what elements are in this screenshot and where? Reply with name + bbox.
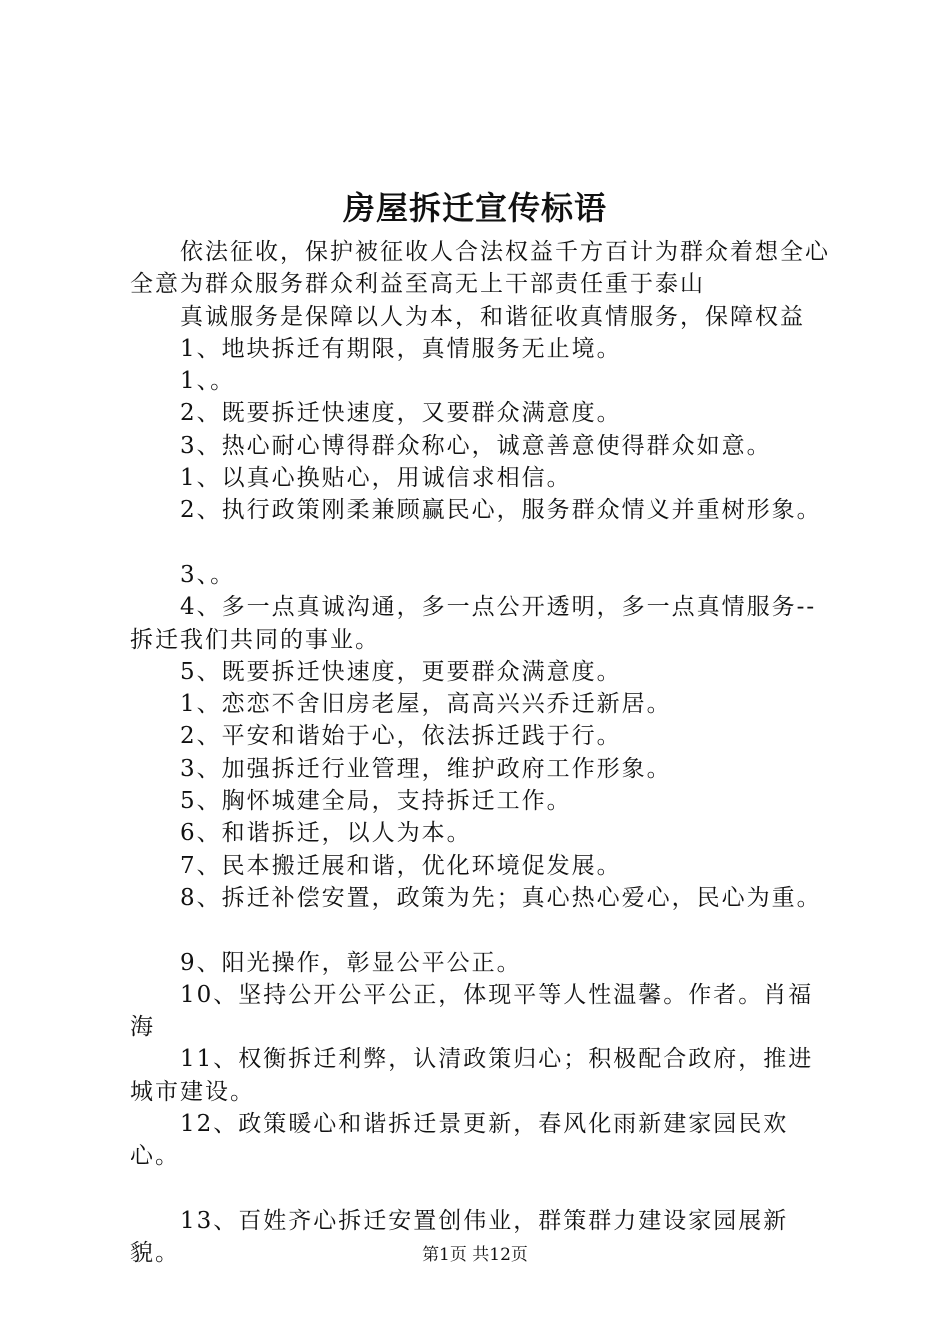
paragraph: 7、民本搬迁展和谐，优化环境促发展。 [180, 852, 622, 879]
paragraph: 1、以真心换贴心，用诚信求相信。 [180, 465, 572, 492]
paragraph: 依法征收，保护被征收人合法权益千方百计为群众着想全心全意为群众服务群众利益至高无上干部责任重于泰山 [130, 239, 830, 298]
document-title: 房屋拆迁宣传标语 [342, 189, 607, 227]
paragraph: 3、热心耐心博得群众称心，诚意善意使得群众如意。 [180, 432, 772, 459]
blank-line [130, 1173, 836, 1205]
paragraph: 5、胸怀城建全局，支持拆迁工作。 [180, 788, 572, 815]
paragraph: 13、百姓齐心拆迁安置创伟业，群策群力建设家园展新貌。 [130, 1207, 789, 1267]
paragraph: 3、加强拆迁行业管理，维护政府工作形象。 [180, 755, 672, 782]
paragraph: 3、。 [180, 561, 236, 588]
blank-line [130, 527, 836, 559]
paragraph: 2、既要拆迁快速度，又要群众满意度。 [180, 400, 622, 427]
paragraph: 12、政策暖心和谐拆迁景更新，春风化雨新建家园民欢心。 [130, 1111, 789, 1170]
paragraph: 真诚服务是保障以人为本，和谐征收真情服务，保障权益 [180, 303, 805, 330]
paragraph: 1、地块拆迁有期限，真情服务无止境。 [180, 335, 622, 362]
paragraph: 10、坚持公开公平公正，体现平等人性温馨。作者。肖福海 [130, 981, 814, 1041]
paragraph: 11、权衡拆迁利弊，认清政策归心；积极配合政府，推进城市建设。 [130, 1046, 814, 1105]
document-body [130, 236, 836, 1270]
paragraph: 4、多一点真诚沟通，多一点公开透明，多一点真情服务--拆迁我们共同的事业。 [130, 594, 817, 653]
paragraph: 5、既要拆迁快速度，更要群众满意度。 [180, 658, 622, 685]
paragraph: 1、。 [180, 368, 236, 395]
paragraph: 2、执行政策刚柔兼顾赢民心，服务群众情义并重树形象。 [180, 497, 822, 524]
paragraph: 1、恋恋不舍旧房老屋，高高兴兴乔迁新居。 [180, 691, 672, 718]
blank-line [130, 914, 836, 946]
page-footer: 第1页 共12页 [422, 1245, 528, 1265]
paragraph: 9、阳光操作，彰显公平公正。 [180, 949, 522, 976]
paragraph: 8、拆迁补偿安置，政策为先；真心热心爱心，民心为重。 [180, 884, 822, 911]
paragraph: 6、和谐拆迁，以人为本。 [180, 820, 472, 847]
paragraph: 2、平安和谐始于心，依法拆迁践于行。 [180, 723, 622, 750]
